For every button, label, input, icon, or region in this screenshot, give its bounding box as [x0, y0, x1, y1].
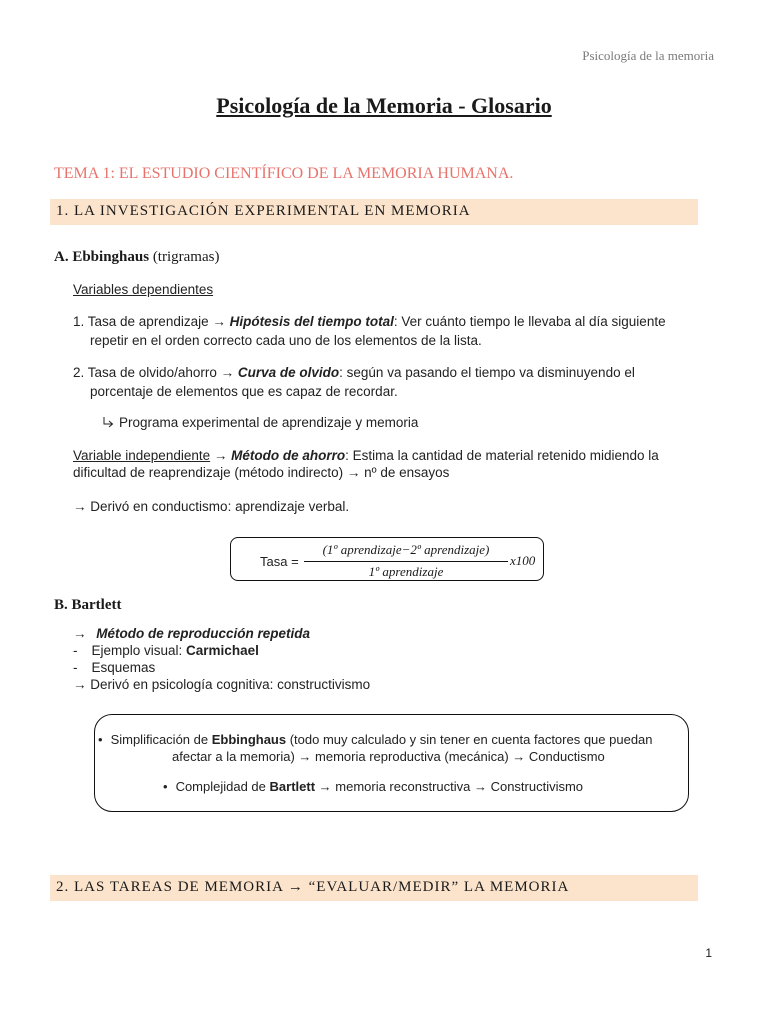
independent-var-line2a: dificultad de reaprendizaje (método indirecto): [73, 465, 347, 480]
item-2-line2: porcentaje de elementos que es capaz de recordar.: [90, 384, 398, 399]
summary-item-2: [163, 779, 583, 794]
subsection-a-note: (trigramas): [149, 249, 220, 265]
formula-multiplier: x100: [510, 553, 536, 568]
bartlett-method: Método de reproducción repetida: [96, 626, 311, 641]
summary-item-2-rest: → memoria reconstructiva → Constructivismo: [315, 779, 584, 794]
page-number: 1: [705, 946, 712, 960]
independent-var-label: Variable independiente: [73, 448, 211, 463]
dash-bullet: -: [73, 643, 78, 658]
bartlett-line4: → Derivó en psicología cognitiva: constructivismo: [73, 677, 371, 692]
tema-heading: TEMA 1: EL ESTUDIO CIENTÍFICO DE LA MEMORIA HUMANA.: [54, 165, 514, 182]
section-1-band: [50, 199, 698, 225]
section-2-band: [50, 875, 698, 901]
independent-var-rest: : Estima la cantidad de material retenido midiendo la: [345, 448, 659, 463]
item-1-rest: : Ver cuánto tiempo le llevaba al día siguiente: [393, 314, 666, 329]
arrow-icon: →: [220, 365, 238, 380]
summary-item-1: [98, 732, 653, 747]
fraction-bar: [304, 561, 508, 562]
bullet-icon: •: [163, 779, 168, 794]
bartlett-carmichael: Carmichael: [186, 643, 259, 658]
independent-var-line2b: → nº de ensayos: [346, 465, 450, 480]
bartlett-example: Ejemplo visual:: [91, 643, 187, 658]
program-bullet-text: Programa experimental de aprendizaje y memoria: [119, 415, 419, 430]
subsection-a-label: A. Ebbinghaus: [54, 249, 150, 265]
bartlett-line1: [73, 626, 310, 641]
section-1-heading: 1. LA INVESTIGACIÓN EXPERIMENTAL EN MEMORIA: [56, 203, 471, 219]
item-2-line1: [73, 365, 635, 380]
section-2-heading: 2. LAS TAREAS DE MEMORIA → “EVALUAR/MEDIR” LA MEMORIA: [56, 879, 570, 895]
summary-item-1-rest: (todo muy calculado y sin tener en cuenta factores que puedan: [286, 732, 653, 747]
bartlett-esquemas: Esquemas: [91, 660, 156, 675]
hook-arrow-icon: [102, 416, 115, 428]
item-2-prefix: 2. Tasa de olvido/ahorro: [73, 365, 221, 380]
independent-var-line1: [73, 448, 659, 463]
bartlett-line3: [73, 660, 155, 675]
dash-bullet: -: [73, 660, 78, 675]
item-1-prefix: 1. Tasa de aprendizaje: [73, 314, 213, 329]
formula-numerator: (1º aprendizaje−2º aprendizaje): [322, 542, 490, 557]
arrow-icon: →: [210, 448, 232, 463]
formula-denominator: 1º aprendizaje: [368, 564, 444, 579]
independent-var-line2: [73, 465, 449, 480]
summary-item-1-line2: afectar a la memoria) → memoria reproductiva (mecánica) → Conductismo: [172, 749, 605, 764]
program-bullet: [102, 415, 418, 430]
derived-conductismo: → Derivó en conductismo: aprendizaje verbal.: [73, 499, 350, 514]
subsection-b-heading: B. Bartlett: [54, 597, 122, 613]
summary-item-2-prefix: Complejidad de: [175, 779, 270, 794]
item-1-line2: repetir en el orden correcto cada uno de los elementos de la lista.: [90, 333, 482, 348]
summary-item-1-prefix: Simplificación de: [110, 732, 212, 747]
bartlett-line2: [73, 643, 259, 658]
item-2-rest: : según va pasando el tiempo va disminuyendo el: [339, 365, 635, 380]
summary-item-1-bold: Ebbinghaus: [211, 732, 287, 747]
arrow-icon: →: [212, 314, 230, 329]
dependent-vars-label: Variables dependientes: [73, 282, 214, 297]
item-1-term: Hipótesis del tiempo total: [229, 314, 394, 329]
summary-item-2-bold: Bartlett: [269, 779, 316, 794]
running-header: Psicología de la memoria: [582, 48, 714, 63]
item-1-line1: [73, 314, 666, 329]
item-2-term: Curva de olvido: [237, 365, 340, 380]
formula-lhs: Tasa =: [260, 554, 299, 569]
independent-var-term: Método de ahorro: [231, 448, 346, 463]
subsection-a-heading: [54, 249, 219, 266]
bullet-icon: •: [98, 732, 103, 747]
arrow-icon: →: [73, 626, 91, 641]
document-title: Psicología de la Memoria - Glosario: [216, 93, 552, 118]
